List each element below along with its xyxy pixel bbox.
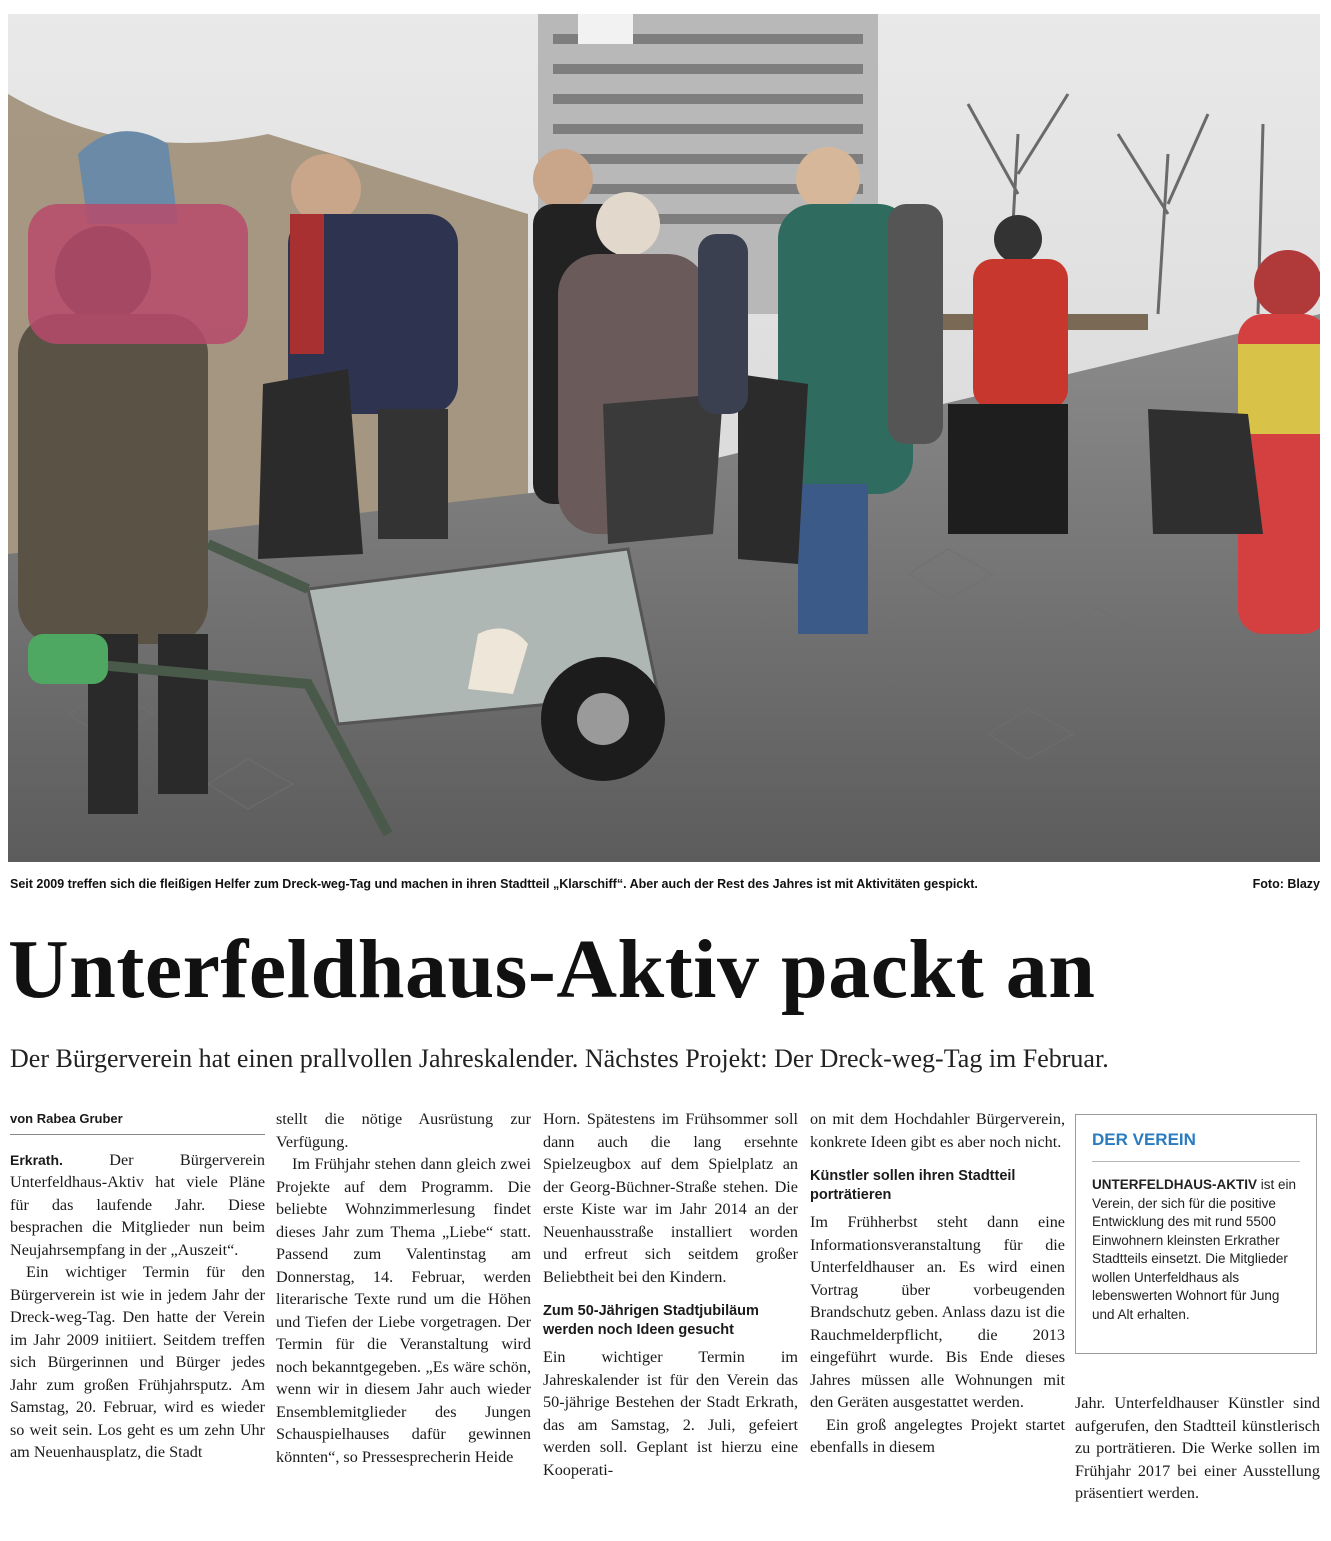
article-photo	[8, 14, 1320, 862]
photo-caption: Seit 2009 treffen sich die fleißigen Helfer zum Dreck-weg-Tag und machen in ihren Stadtteil „Klarschiff“. Aber auch der Rest des Jahres ist mit Aktivitäten gespickt.	[10, 877, 978, 891]
paragraph: on mit dem Hochdahler Bürgerverein, konkrete Ideen gibt es aber noch nicht.	[810, 1110, 1065, 1151]
paragraph: Horn. Spätestens im Frühsommer soll dann auch die lang ersehnte Spielzeugbox auf dem Spielplatz an der Georg-Büchner-Straße stehen. Die erste Kiste war im Jahr 2014 an der Neuenhausstraße installiert worden und erfreut sich seitdem großer Beliebtheit bei den Kindern.	[543, 1110, 798, 1286]
info-box-body: ist ein Verein, der sich für die positive Entwicklung des mit rund 5500 Einwohnern kleinsten Erkrather Stadtteils einsetzt. Die Mitglieder wollen Unterfeldhaus als lebenswerten Wohnort für Jung und Alt erhalten.	[1092, 1177, 1297, 1322]
photo-illustration	[8, 14, 1320, 862]
paragraph-text: Der Bürgerverein Unterfeldhaus-Aktiv hat viele Pläne für das laufende Jahr. Diese besprachen die Mitglieder nun beim Neujahrsempfang in der „Auszeit“.	[10, 1150, 266, 1259]
article-column-2	[276, 1108, 531, 1468]
subheading: Künstler sollen ihren Stadtteil porträtieren	[810, 1168, 1016, 1203]
paragraph: Ein wichtiger Termin im Jahreskalender ist für den Verein das 50-jährige Bestehen der Stadt Erkrath, das am Samstag, 2. Juli, gefeiert werden soll. Geplant ist hierzu eine Kooperati-	[543, 1348, 798, 1479]
article-column-1	[10, 1108, 265, 1464]
paragraph	[10, 1149, 265, 1262]
info-box-text	[1092, 1176, 1300, 1324]
paragraph: Jahr. Unterfeldhauser Künstler sind aufgerufen, den Stadtteil künstlerisch zu porträtieren. Die Werke sollen im Frühjahr 2017 bei einer Ausstellung präsentiert werden.	[1075, 1394, 1320, 1502]
article-column-3	[543, 1108, 798, 1481]
info-box-lead: UNTERFELDHAUS-AKTIV	[1092, 1177, 1257, 1192]
article-column-5	[1075, 1392, 1320, 1505]
byline: von Rabea Gruber	[10, 1108, 265, 1135]
paragraph: Ein groß angelegtes Projekt startet ebenfalls in diesem	[810, 1415, 1065, 1456]
photo-caption-row	[10, 873, 1320, 895]
info-box	[1075, 1114, 1317, 1354]
dateline: Erkrath.	[10, 1151, 63, 1168]
info-box-title: DER VEREIN	[1092, 1129, 1300, 1162]
headline: Unterfeldhaus-Aktiv packt an	[8, 923, 1096, 1016]
photo-credit: Foto: Blazy	[1252, 877, 1320, 891]
subheadline: Der Bürgerverein hat einen prallvollen Jahreskalender. Nächstes Projekt: Der Dreck-weg-Tag im Februar.	[10, 1044, 1109, 1073]
paragraph: Im Frühherbst steht dann eine Informationsveranstaltung für die Unterfeldhauser an. Es wird einen Vortrag über vorbeugenden Brandschutz geben. Anlass dazu ist die Rauchmelderpflicht, die 2013 eingeführt wurde. Bis Ende dieses Jahres müssen alle Wohnungen mit den Geräten ausgestattet werden.	[810, 1213, 1065, 1411]
paragraph: Im Frühjahr stehen dann gleich zwei Projekte auf dem Programm. Die beliebte Wohnzimmerlesung findet dieses Jahr zum Thema „Liebe“ statt. Passend zum Valentinstag am Donnerstag, 14. Februar, werden literarische Texte rund um die Höhen und Tiefen der Liebe vorgetragen. Der Termin für die Veranstaltung wird noch bekanntgegeben. „Es wäre schön, wenn wir in diesem Jahr auch wieder Ensemblemitglieder des Jungen Schauspielhauses dafür gewinnen könnten“, so Pressesprecherin Heide	[276, 1155, 531, 1466]
paragraph: stellt die nötige Ausrüstung zur Verfügung.	[276, 1110, 531, 1151]
subheading: Zum 50-Jährigen Stadtjubiläum werden noch Ideen gesucht	[543, 1303, 759, 1338]
paragraph: Ein wichtiger Termin für den Bürgerverein ist wie in jedem Jahr der Dreck-weg-Tag. Den hatte der Verein im Jahr 2009 initiiert. Seitdem treffen sich Bürgerinnen und Bürger jedes Jahr zum großen Frühjahrsputz. Am Samstag, 20. Februar, wird es wieder so weit sein. Los geht es um zehn Uhr am Neuenhausplatz, die Stadt	[10, 1263, 265, 1461]
article-column-4	[810, 1108, 1065, 1459]
